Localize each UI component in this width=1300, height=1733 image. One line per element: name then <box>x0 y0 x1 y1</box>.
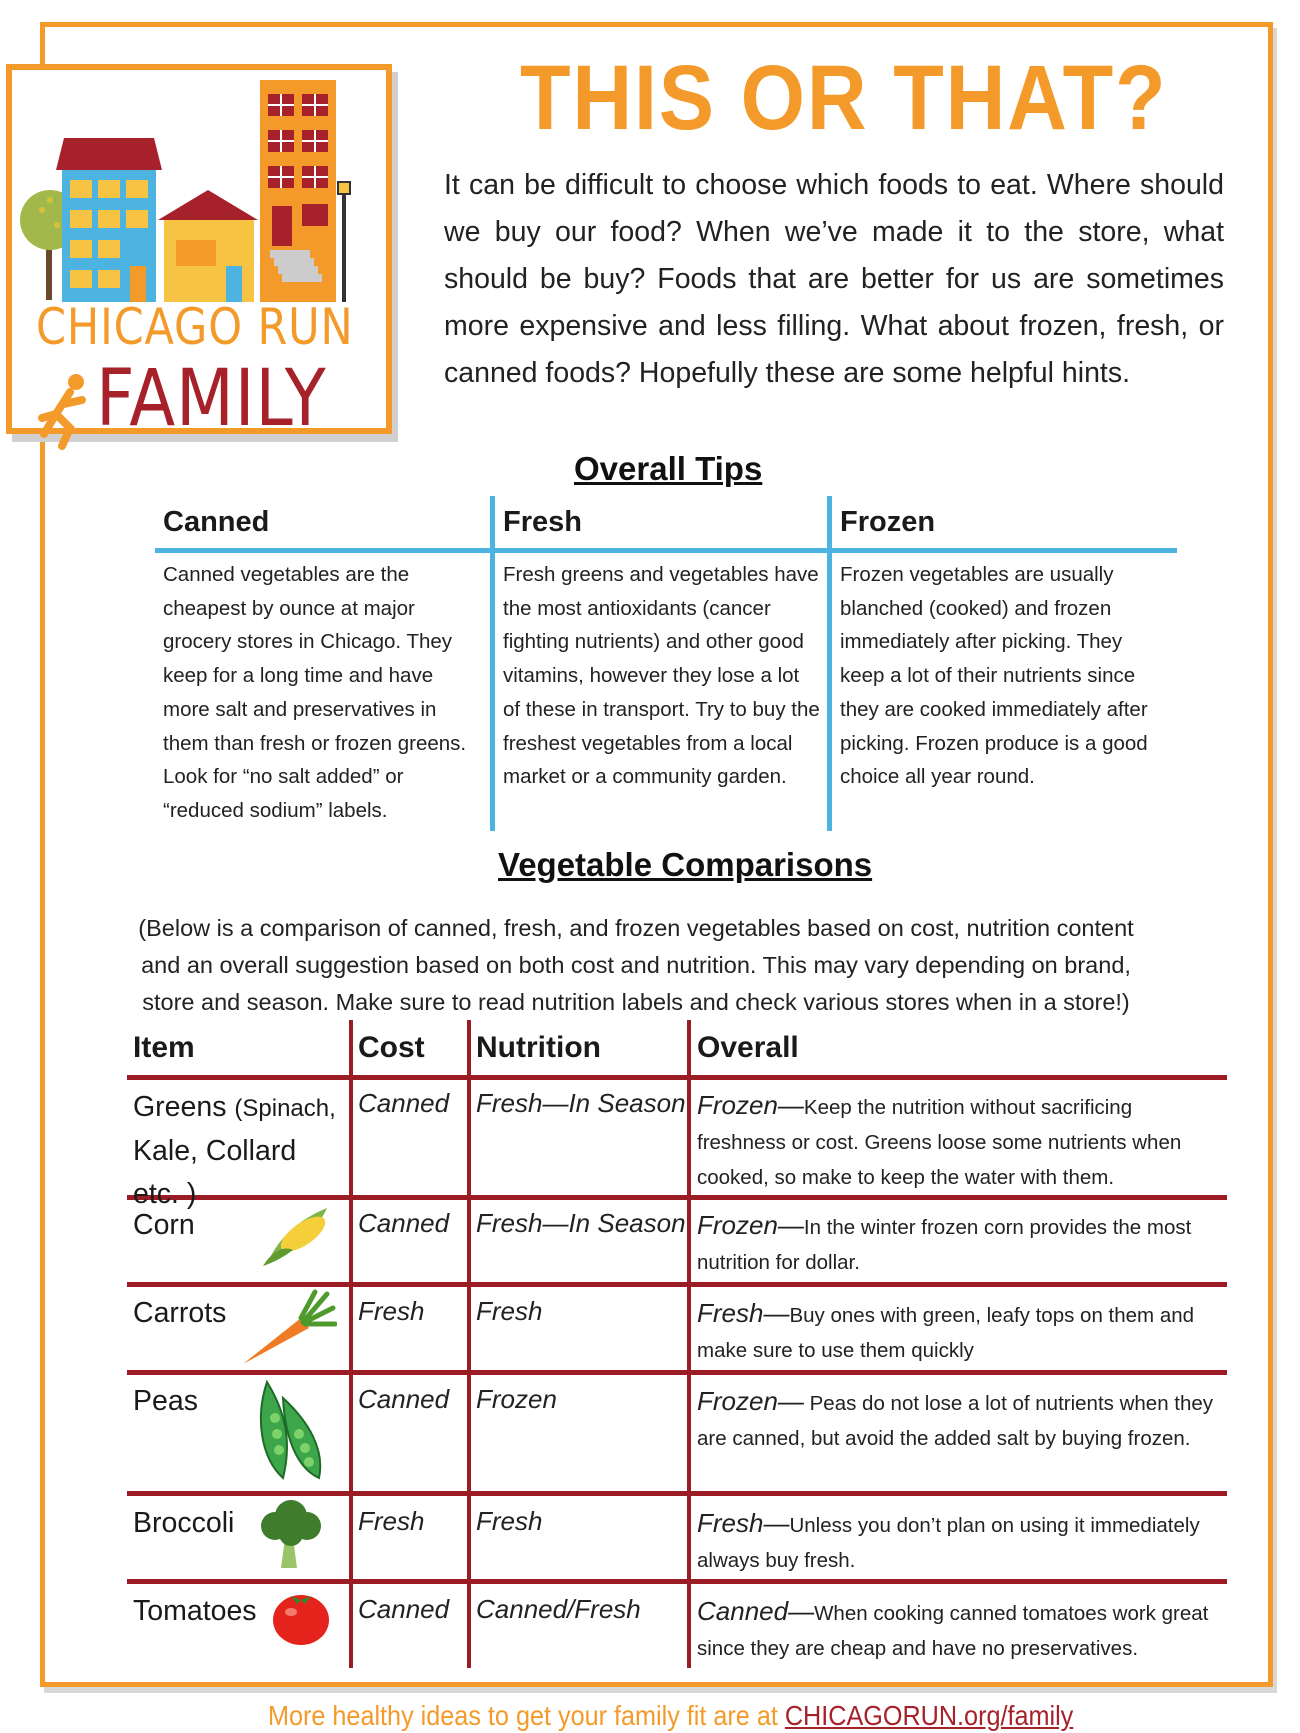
nutrition-cell: Fresh—In Season <box>476 1208 686 1238</box>
cost-cell: Canned <box>358 1594 450 1624</box>
cost-cell: Fresh <box>358 1296 425 1326</box>
row-divider <box>127 1282 1227 1287</box>
corn-icon <box>257 1200 337 1270</box>
nutrition-cell: Fresh <box>476 1296 543 1326</box>
overall-tips-table <box>155 496 1177 831</box>
overall-cell <box>697 1384 1217 1456</box>
column-header-cost: Cost <box>358 1031 425 1064</box>
overall-cell <box>697 1208 1217 1280</box>
overall-label: Fresh— <box>697 1508 790 1538</box>
row-divider <box>127 1075 1227 1080</box>
footer <box>268 1700 1073 1732</box>
overall-cell <box>697 1088 1217 1195</box>
item-name: Corn <box>133 1209 195 1241</box>
tips-column-text: Canned vegetables are the cheapest by ounce at major grocery stores in Chicago. They keep for a long time and have more salt and preservatives in them than fresh or frozen greens. Look for “no salt added” or “reduced sodium” labels. <box>163 563 467 822</box>
column-divider <box>687 1020 691 1668</box>
cost-cell: Canned <box>358 1208 450 1238</box>
tips-column-canned <box>155 496 490 831</box>
overall-label: Fresh— <box>697 1298 790 1328</box>
city-buildings-illustration <box>12 70 392 310</box>
logo-line2: FAMILY <box>96 354 327 444</box>
tips-header-divider <box>155 548 1177 553</box>
overall-cell <box>697 1296 1217 1368</box>
row-divider <box>127 1370 1227 1375</box>
peas-icon <box>253 1378 329 1486</box>
page-title: THIS OR THAT? <box>520 47 1168 149</box>
item-name: Broccoli <box>133 1507 235 1539</box>
tips-column-text: Fresh greens and vegetables have the most antioxidants (cancer fighting nutrients) and other good vitamins, however they lose a lot of these in transport. Try to buy the freshest vegetables from a local market or a community garden. <box>503 563 820 789</box>
nutrition-cell: Fresh—In Season <box>476 1088 686 1118</box>
tips-column-divider <box>490 496 495 831</box>
cost-cell: Fresh <box>358 1506 425 1536</box>
overall-cell <box>697 1506 1217 1578</box>
tips-column-title: Fresh <box>503 506 582 538</box>
column-divider <box>467 1020 471 1668</box>
tips-column-text: Frozen vegetables are usually blanched (cooked) and frozen immediately after picking. They keep a lot of their nutrients since they are cooked immediately after picking. Frozen produce is a good choice all year round. <box>840 563 1148 789</box>
item-name: Greens <box>133 1091 227 1123</box>
vegetable-comparisons-heading: Vegetable Comparisons <box>498 846 873 883</box>
overall-label: Frozen— <box>697 1090 804 1120</box>
overall-text: Buy ones with green, leafy tops on them and make sure to use them quickly <box>697 1304 1195 1362</box>
column-header-nutrition: Nutrition <box>476 1031 601 1064</box>
nutrition-cell: Fresh <box>476 1506 543 1536</box>
column-header-overall: Overall <box>697 1031 799 1064</box>
footer-text: More healthy ideas to get your family fit are at <box>268 1700 785 1731</box>
table-row-greens <box>133 1086 349 1216</box>
logo-line1: CHICAGO RUN <box>36 298 354 356</box>
item-note: (Spinach, <box>234 1095 336 1122</box>
tips-column-title: Frozen <box>840 506 936 538</box>
overall-label: Canned— <box>697 1596 815 1626</box>
item-name: Carrots <box>133 1297 227 1329</box>
footer-link[interactable]: CHICAGORUN.org/family <box>784 1700 1074 1731</box>
tips-column-title: Canned <box>163 506 270 538</box>
nutrition-cell: Frozen <box>476 1384 557 1414</box>
intro-paragraph: It can be difficult to choose which foods to eat. Where should we buy our food? When we’ve made it to the store, what should be buy? Foods that are better for us are sometimes more expensive and less filling. What about frozen, fresh, or canned foods? Hopefully these are some helpful hints. <box>444 169 1224 389</box>
nutrition-cell: Canned/Fresh <box>476 1594 641 1624</box>
overall-label: Frozen— <box>697 1210 804 1240</box>
item-name: Tomatoes <box>133 1595 257 1627</box>
row-divider <box>127 1491 1227 1496</box>
overall-text: Unless you don’t plan on using it immediately always buy fresh. <box>697 1514 1200 1572</box>
comparisons-description: (Below is a comparison of canned, fresh, and frozen vegetables based on cost, nutrition content and an overall suggestion based on both cost and nutrition. This may vary depending on brand, store and season. Make sure to read nutrition labels and check various stores when in a store!) <box>138 915 1134 1015</box>
overall-cell <box>697 1594 1217 1666</box>
tips-column-divider <box>827 496 832 831</box>
column-divider <box>349 1020 353 1668</box>
overall-text: When cooking canned tomatoes work great since they are cheap and have no preservatives. <box>697 1602 1209 1660</box>
overall-label: Frozen— <box>697 1386 804 1416</box>
overall-text: Peas do not lose a lot of nutrients when they are canned, but avoid the added salt by buying frozen. <box>697 1392 1214 1450</box>
chicago-run-family-logo <box>6 64 392 444</box>
tips-column-frozen <box>832 496 1177 831</box>
cost-cell: Canned <box>358 1384 450 1414</box>
column-header-item: Item <box>133 1031 195 1064</box>
overall-text: In the winter frozen corn provides the most nutrition for dollar. <box>697 1216 1192 1274</box>
carrot-icon <box>237 1288 337 1368</box>
runner-icon <box>36 370 92 450</box>
cost-cell: Canned <box>358 1088 450 1118</box>
item-name: Peas <box>133 1385 198 1417</box>
vegetable-comparison-table <box>127 1020 1227 1668</box>
item-name-line2: Kale, Collard etc. ) <box>133 1135 297 1210</box>
overall-tips-heading: Overall Tips <box>574 450 763 487</box>
tips-column-fresh <box>495 496 828 831</box>
overall-text: Keep the nutrition without sacrificing freshness or cost. Greens loose some nutrients when cooked, so make to keep the water with them. <box>697 1096 1182 1189</box>
tomato-icon <box>269 1584 333 1648</box>
broccoli-icon <box>255 1498 327 1570</box>
